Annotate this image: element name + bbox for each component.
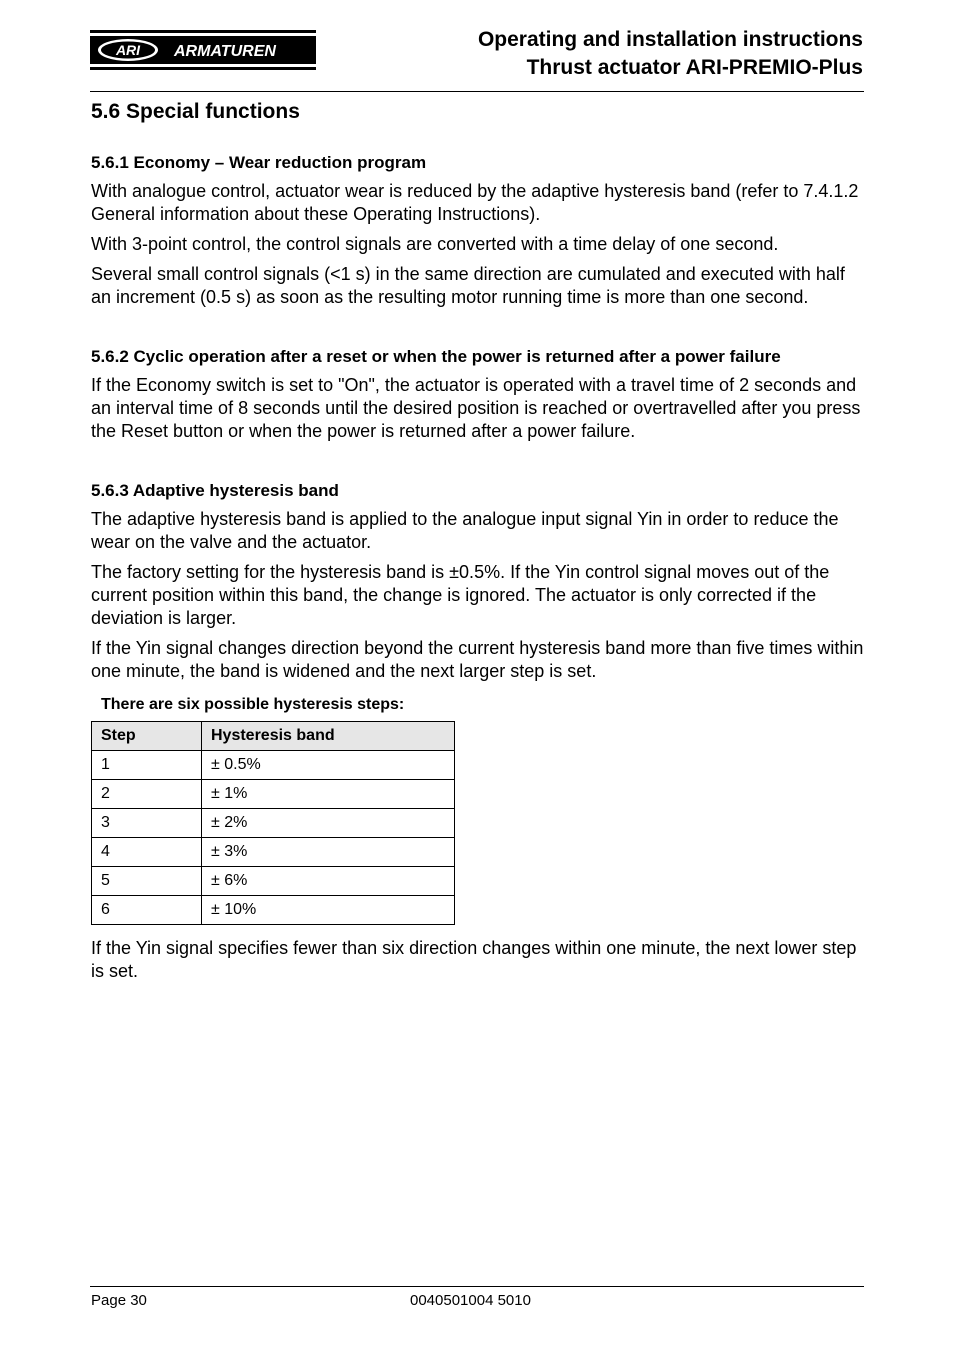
paragraph: With 3-point control, the control signals are converted with a time delay of one second. [91, 234, 779, 254]
step-cell: 5 [92, 867, 202, 896]
paragraph: With analogue control, actuator wear is reduced by the adaptive hysteresis band (refer to 7.4.1.2 General information about these Operating Instructions). [91, 181, 859, 224]
table-row [92, 896, 455, 925]
column-header-hysteresis-band: Hysteresis band [202, 722, 455, 751]
document-header [478, 26, 863, 82]
paragraph: The adaptive hysteresis band is applied to the analogue input signal Yin in order to reduce the wear on the valve and the actuator. [91, 509, 839, 552]
band-cell: ± 0.5% [202, 751, 455, 780]
subsection-title-cyclic-operation: 5.6.2 Cyclic operation after a reset or when the power is returned after a power failure [91, 347, 781, 366]
ari-armaturen-logo [90, 30, 316, 70]
band-cell: ± 2% [202, 809, 455, 838]
logo-wordmark: ARMATUREN [174, 43, 276, 60]
logo-brand-text: ARI [115, 42, 141, 58]
page-content [91, 98, 864, 990]
paragraph: If the Economy switch is set to "On", the actuator is operated with a travel time of 2 seconds and an interval time of 8 seconds until the desired position is reached or overtravelled after you press the Reset button or when the power is returned after a power failure. [91, 375, 861, 441]
paragraph: Several small control signals (<1 s) in the same direction are cumulated and executed with half an increment (0.5 s) as soon as the resulting motor running time is more than one second. [91, 264, 845, 307]
closing-paragraph: If the Yin signal specifies fewer than six direction changes within one minute, the next lower step is set. [91, 938, 857, 981]
section-title: 5.6 Special functions [91, 100, 300, 123]
subsection-title-hysteresis: 5.6.3 Adaptive hysteresis band [91, 481, 339, 500]
table-row [92, 809, 455, 838]
table-row [92, 780, 455, 809]
step-cell: 6 [92, 896, 202, 925]
paragraph: If the Yin signal changes direction beyond the current hysteresis band more than five times within one minute, the band is widened and the next larger step is set. [91, 638, 864, 681]
document-title-line2: Thrust actuator ARI-PREMIO-Plus [526, 56, 863, 79]
table-header-row [92, 722, 455, 751]
footer-divider [90, 1286, 864, 1287]
hysteresis-steps-table [91, 721, 455, 925]
step-cell: 1 [92, 751, 202, 780]
step-cell: 4 [92, 838, 202, 867]
page-number: Page 30 [91, 1292, 147, 1309]
header-divider [90, 91, 864, 92]
band-cell: ± 6% [202, 867, 455, 896]
table-row [92, 838, 455, 867]
column-header-step: Step [92, 722, 202, 751]
band-cell: ± 10% [202, 896, 455, 925]
table-row [92, 867, 455, 896]
step-cell: 2 [92, 780, 202, 809]
band-cell: ± 3% [202, 838, 455, 867]
document-number: 0040501004 5010 [410, 1292, 531, 1309]
step-cell: 3 [92, 809, 202, 838]
band-cell: ± 1% [202, 780, 455, 809]
paragraph: The factory setting for the hysteresis band is ±0.5%. If the Yin control signal moves out of the current position within this band, the change is ignored. The actuator is only corrected if the deviation is larger. [91, 562, 830, 628]
subsection-title-economy: 5.6.1 Economy – Wear reduction program [91, 153, 427, 172]
document-title-line1: Operating and installation instructions [477, 28, 863, 51]
table-row [92, 751, 455, 780]
table-caption: There are six possible hysteresis steps: [101, 696, 405, 713]
